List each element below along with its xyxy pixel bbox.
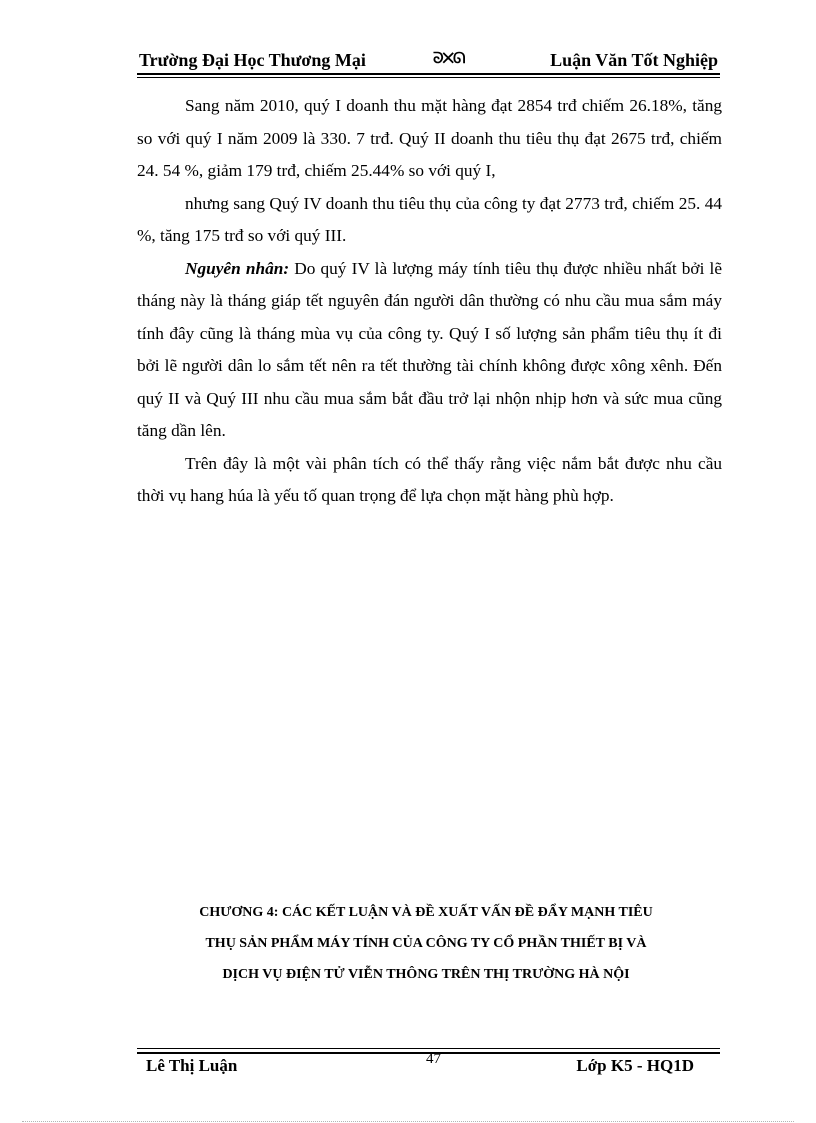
cause-label: Nguyên nhân:: [185, 258, 290, 278]
chapter-line-1: CHƯƠNG 4: CÁC KẾT LUẬN VÀ ĐỀ XUẤT VẤN ĐỀ ĐẨY MẠNH TIÊU: [199, 905, 653, 920]
class-name: Lớp K5 - HQ1D: [576, 1056, 694, 1075]
chapter-line-3: DỊCH VỤ ĐIỆN TỬ VIỄN THÔNG TRÊN THỊ TRƯỜNG HÀ NỘI: [222, 967, 630, 982]
header-divider-thin: [137, 77, 720, 78]
chapter-line-2: THỤ SẢN PHẨM MÁY TÍNH CỦA CÔNG TY CỔ PHẦN THIẾT BỊ VÀ: [205, 936, 647, 951]
page-header: [137, 48, 720, 72]
document-type: Luận Văn Tốt Nghiệp: [550, 50, 718, 70]
page-bottom-border: [22, 1121, 794, 1122]
author-name: Lê Thị Luận: [146, 1056, 238, 1075]
cause-text: Do quý IV là lượng máy tính tiêu thụ được nhiều nhất bởi lẽ tháng này là tháng giáp tết nguyên đán người dân thường có nhu cầu mua sắm máy tính đây cũng là tháng mùa vụ của công ty. Quý I số lượng sản phẩm tiêu thụ ít đi bởi lẽ người dân lo sắm tết nên ra tết thường tài chính không được xông xênh. Đến quý II và Quý III nhu cầu mua sắm bắt đầu trở lại nhộn nhịp hơn và sức mua cũng tăng dần lên.: [137, 258, 723, 440]
paragraph-1: Sang năm 2010, quý I doanh thu mặt hàng đạt 2854 trđ chiếm 26.18%, tăng so với quý I năm 2009 là 330. 7 trđ. Quý II doanh thu tiêu thụ đạt 2675 trđ, chiếm 24. 54 %, giảm 179 trđ, chiếm 25.44% so với quý I,: [137, 96, 722, 180]
ornament-icon: ᘐ✕ᘏ: [433, 51, 465, 67]
body-text: [137, 90, 722, 513]
school-name: Trường Đại Học Thương Mại: [139, 50, 366, 70]
page-number: 47: [426, 1051, 441, 1067]
header-divider: [137, 73, 720, 75]
chapter-heading: [130, 897, 722, 990]
paragraph-4: Trên đây là một vài phân tích có thể thấy rằng việc nắm bắt được nhu cầu thời vụ hang húa là yếu tố quan trọng để lựa chọn mặt hàng phù hợp.: [137, 453, 722, 505]
paragraph-3: [137, 253, 722, 448]
footer-divider-thin: [137, 1048, 720, 1049]
paragraph-2: nhưng sang Quý IV doanh thu tiêu thụ của công ty đạt 2773 trđ, chiếm 25. 44 %, tăng 175 trđ so với quý III.: [137, 193, 722, 245]
